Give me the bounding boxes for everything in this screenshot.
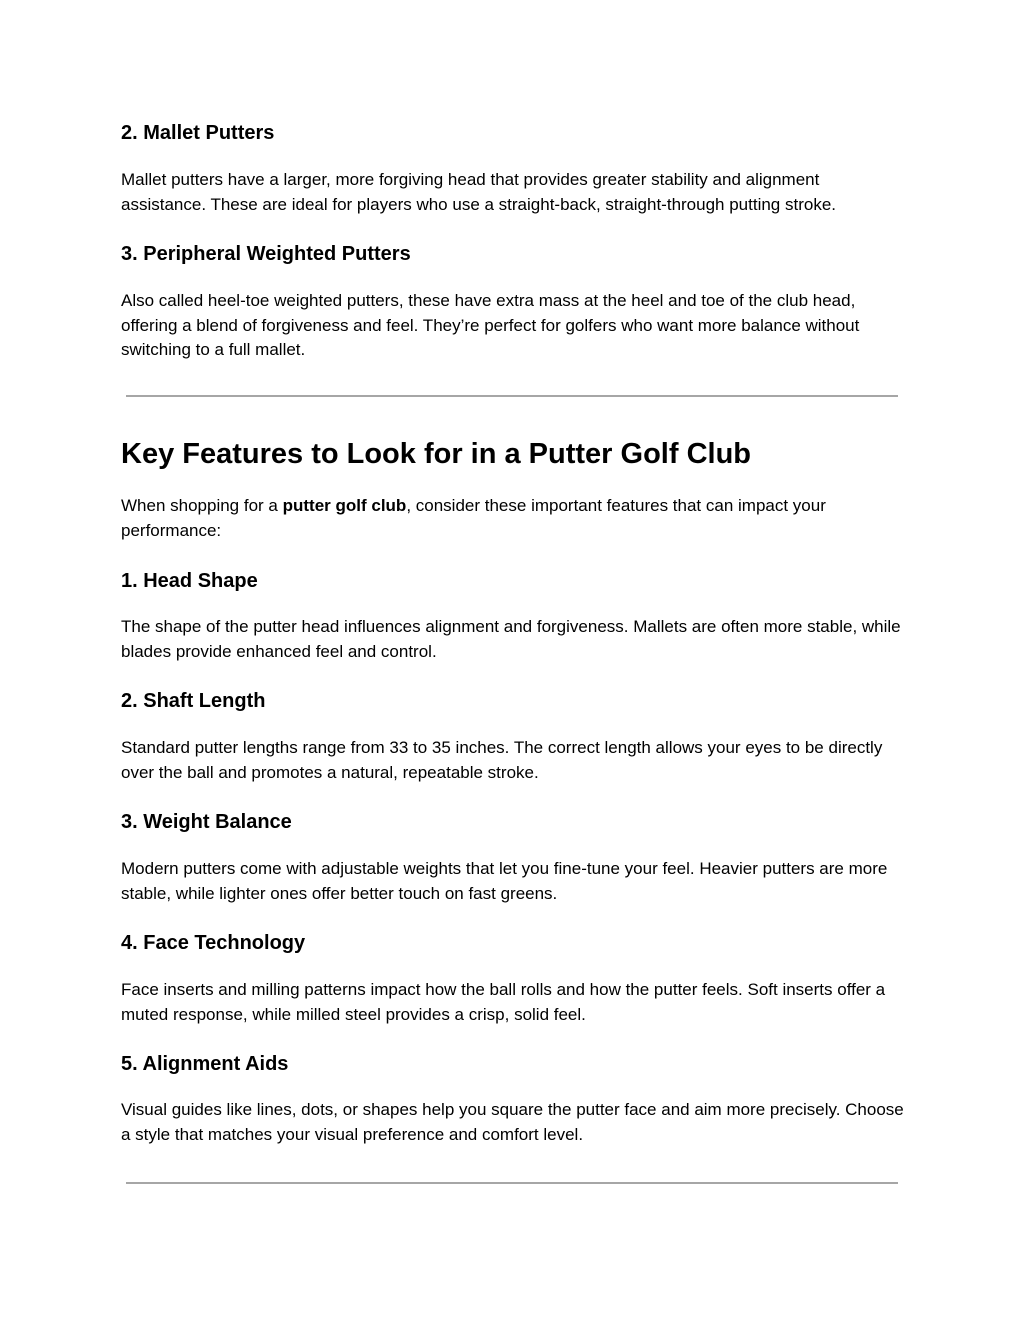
section-divider — [126, 395, 898, 397]
weight-balance-paragraph: Modern putters come with adjustable weights that let you fine-tune your feel. Heavier putters are more stable, while lighter ones offer better touch on fast greens. — [121, 859, 888, 903]
head-shape-paragraph: The shape of the putter head influences alignment and forgiveness. Mallets are often more stable, while blades provide enhanced feel and control. — [121, 617, 901, 661]
alignment-aids-paragraph: Visual guides like lines, dots, or shapes help you square the putter face and aim more precisely. Choose a style that matches your visual preference and comfort level. — [121, 1100, 904, 1144]
peripheral-weighted-paragraph: Also called heel-toe weighted putters, these have extra mass at the heel and toe of the club head, offering a blend of forgiveness and feel. They’re perfect for golfers who want more balance without switching to a full mallet. — [121, 291, 860, 359]
alignment-aids-heading: 5. Alignment Aids — [121, 1053, 289, 1075]
mallet-putters-heading: 2. Mallet Putters — [121, 122, 275, 144]
intro-keyword: putter golf club — [282, 496, 407, 515]
head-shape-heading: 1. Head Shape — [121, 570, 258, 592]
intro-text-after: , consider these important features that can impact your performance: — [121, 496, 826, 540]
mallet-putters-paragraph: Mallet putters have a larger, more forgiving head that provides greater stability and alignment assistance. These are ideal for players who use a straight-back, straight-through putting stroke. — [121, 170, 837, 214]
face-technology-heading: 4. Face Technology — [121, 932, 306, 954]
section-divider-bottom — [126, 1182, 898, 1184]
intro-text-before: When shopping for a — [121, 496, 283, 515]
key-features-heading: Key Features to Look for in a Putter Golf Club — [121, 438, 751, 470]
peripheral-weighted-heading: 3. Peripheral Weighted Putters — [121, 243, 411, 265]
face-technology-paragraph: Face inserts and milling patterns impact how the ball rolls and how the putter feels. Soft inserts offer a muted response, while milled steel provides a crisp, solid feel. — [121, 980, 886, 1024]
weight-balance-heading: 3. Weight Balance — [121, 811, 292, 833]
shaft-length-heading: 2. Shaft Length — [121, 690, 266, 712]
key-features-intro — [121, 494, 906, 543]
shaft-length-paragraph: Standard putter lengths range from 33 to 35 inches. The correct length allows your eyes to be directly over the ball and promotes a natural, repeatable stroke. — [121, 738, 883, 782]
